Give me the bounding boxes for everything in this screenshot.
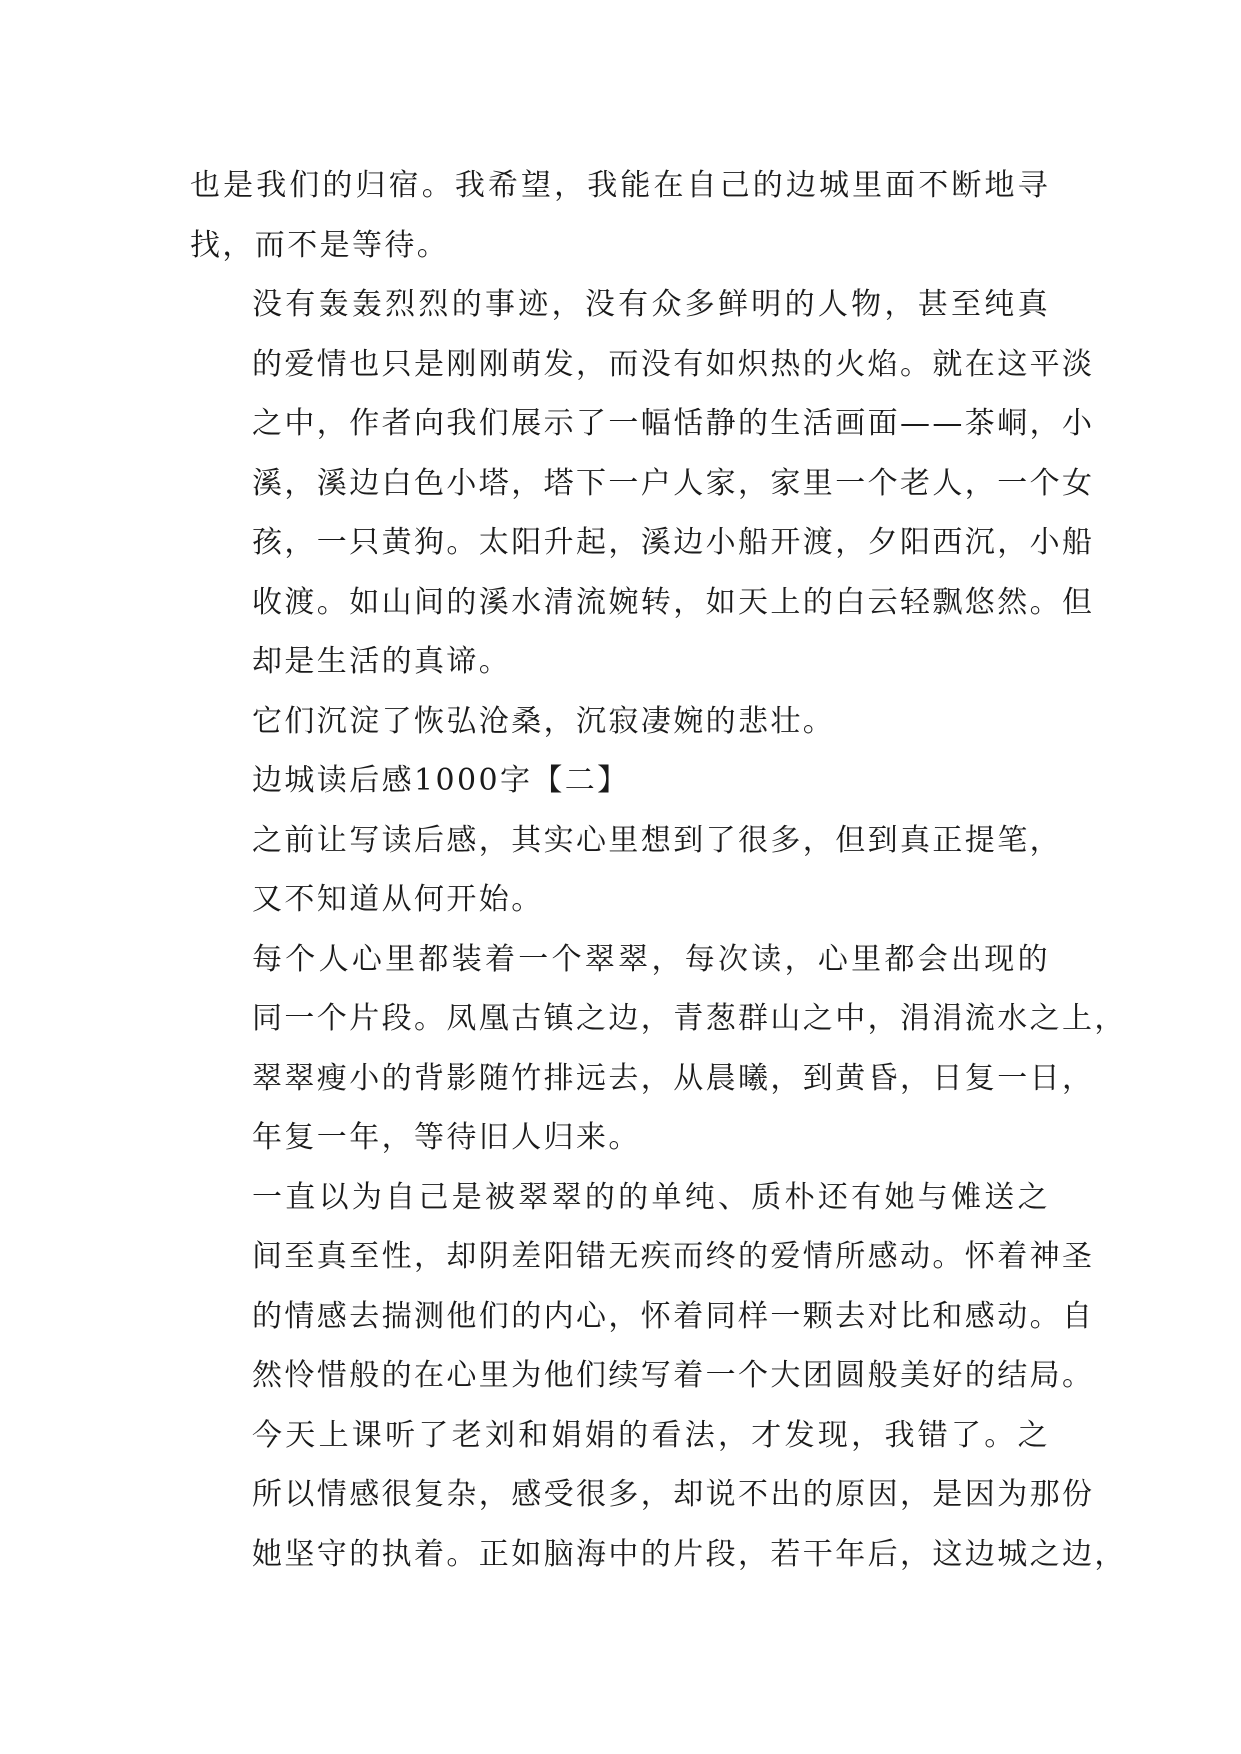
text-line: 每个人心里都装着一个翠翠，每次读，心里都会出现的 [252,941,1050,977]
text-line: 它们沉淀了恢弘沧桑，沉寂凄婉的悲壮。 [252,703,836,739]
paragraph-2 [190,275,1095,692]
text-line: 没有轰轰烈烈的事迹，没有众多鲜明的人物，甚至纯真 [252,287,1050,322]
text-line: 间至真至性，却阴差阳错无疾而终的爱情所感动。怀着神圣 [252,1239,1095,1274]
text-line: 又不知道从何开始。 [252,882,544,917]
text-line: 孩，一只黄狗。太阳升起，溪边小船开渡，夕阳西沉，小船 [252,525,1095,560]
text-line: 却是生活的真谛。 [252,644,512,679]
text-line: 年复一年，等待旧人归来。 [252,1120,641,1155]
paragraph-1 [190,156,1050,275]
text-line: 的爱情也只是刚刚萌发，而没有如炽热的火焰。就在这平淡 [252,346,1095,382]
text-line: 然怜惜般的在心里为他们续写着一个大团圆般美好的结局。 [252,1358,1095,1393]
paragraph-7 [190,1168,1095,1406]
paragraph-5 [190,811,1062,930]
text-line: 今天上课听了老刘和娟娟的看法，才发现，我错了。之 [252,1417,1050,1453]
text-line: 之中，作者向我们展示了一幅恬静的生活画面——茶峒，小 [252,406,1095,441]
text-line: 找，而不是等待。 [190,227,450,263]
text-line: 同一个片段。凤凰古镇之边，青葱群山之中，涓涓流水之上， [252,1001,1127,1036]
text-line: 收渡。如山间的溪水清流婉转，如天上的白云轻飘悠然。但 [252,584,1095,620]
document-body [190,156,1127,1584]
paragraph-6 [190,930,1127,1168]
text-line: 所以情感很复杂，感受很多，却说不出的原因，是因为那份 [252,1477,1095,1512]
paragraph-8 [190,1406,1127,1585]
text-line: 翠翠瘦小的背影随竹排远去，从晨曦，到黄昏，日复一日， [252,1060,1095,1096]
text-line: 一直以为自己是被翠翠的的单纯、质朴还有她与傩送之 [252,1179,1050,1215]
text-line: 之前让写读后感，其实心里想到了很多，但到真正提笔， [252,822,1062,858]
text-line: 她坚守的执着。正如脑海中的片段，若干年后，这边城之边， [252,1536,1127,1572]
heading-text: 边城读后感1000字【二】 [252,763,630,798]
paragraph-3 [190,692,1050,752]
text-line: 的情感去揣测他们的内心，怀着同样一颗去对比和感动。自 [252,1298,1095,1334]
section-heading [190,751,1050,811]
text-line: 也是我们的归宿。我希望，我能在自己的边城里面不断地寻 [190,168,1050,203]
text-line: 溪，溪边白色小塔，塔下一户人家，家里一个老人，一个女 [252,465,1095,501]
